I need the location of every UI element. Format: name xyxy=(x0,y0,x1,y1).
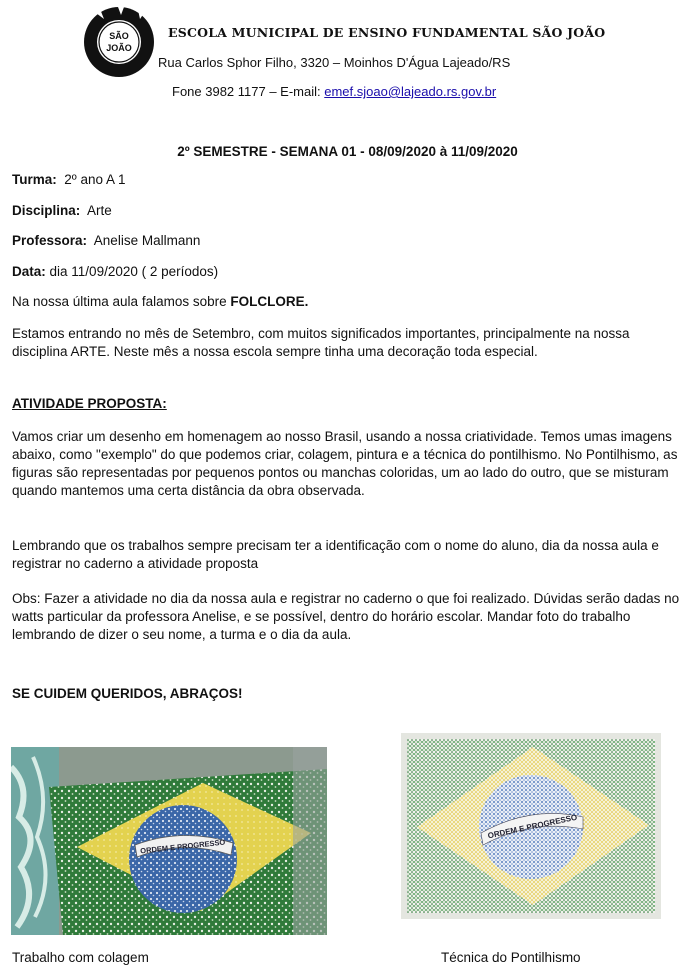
school-logo xyxy=(82,5,156,79)
contact-line xyxy=(172,84,496,99)
activity-paragraph-3: Obs: Fazer a atividade no dia da nossa aula e registrar no caderno o que foi realizado. Dúvidas serão dadas no watts particular da professora Anelise, e se possível, dentro do horário escolar. Mandar foto do trabalho lembrando de dizer o seu nome, a turma e o dia da aula. xyxy=(12,591,680,642)
data-label: Data: xyxy=(12,264,46,279)
collage-banner-text: ORDEM E PROGRESSO xyxy=(139,837,226,856)
school-name: ESCOLA MUNICIPAL DE ENSINO FUNDAMENTAL SÃO JOÃO xyxy=(168,25,606,40)
last-class-prefix: Na nossa última aula falamos sobre xyxy=(12,294,231,309)
activity-heading: ATIVIDADE PROPOSTA: xyxy=(12,396,167,411)
activity-paragraph-2: Lembrando que os trabalhos sempre precisam ter a identificação com o nome do aluno, dia da nossa aula e registrar no caderno a atividade proposta xyxy=(12,538,659,571)
professora-label: Professora: xyxy=(12,233,88,248)
turma-value: 2º ano A 1 xyxy=(64,172,126,187)
data-line xyxy=(12,264,218,279)
pointillism-flag-photo xyxy=(401,733,661,919)
collage-caption: Trabalho com colagem xyxy=(12,950,149,965)
collage-flag-photo xyxy=(11,747,327,935)
turma-line xyxy=(12,172,126,187)
disciplina-line xyxy=(12,203,112,218)
school-address: Rua Carlos Sphor Filho, 3320 – Moinhos D'Água Lajeado/RS xyxy=(158,55,511,70)
email-link[interactable]: emef.sjoao@lajeado.rs.gov.br xyxy=(324,84,497,99)
pointillism-caption: Técnica do Pontilhismo xyxy=(441,950,581,965)
activity-paragraph-1: Vamos criar um desenho em homenagem ao nosso Brasil, usando a nossa criatividade. Temos umas imagens abaixo, como "exemplo" do que podemos criar, colagem, pintura e a técnica do pontilhismo. No Pontilhismo, as figuras são representadas por pequenos pontos ou manchas coloridas, um ao lado do outro, que se misturam quando mantemos uma certa distância da obra observada. xyxy=(12,429,678,498)
disciplina-label: Disciplina: xyxy=(12,203,81,218)
semester-title: 2º SEMESTRE - SEMANA 01 - 08/09/2020 à 11/09/2020 xyxy=(177,144,518,159)
logo-text-bottom: JOÃO xyxy=(106,43,132,53)
professora-line xyxy=(12,233,200,248)
last-class-topic: FOLCLORE. xyxy=(230,294,309,309)
disciplina-value: Arte xyxy=(87,203,112,218)
phone-text: Fone 3982 1177 – E-mail: xyxy=(172,84,325,99)
logo-text-top: SÃO xyxy=(109,31,129,41)
professora-value: Anelise Mallmann xyxy=(93,233,201,248)
closing-message: SE CUIDEM QUERIDOS, ABRAÇOS! xyxy=(12,686,243,701)
data-value: dia 11/09/2020 ( 2 períodos) xyxy=(49,264,219,279)
pointillism-banner-text: ORDEM E PROGRESSO xyxy=(486,812,578,841)
turma-label: Turma: xyxy=(12,172,57,187)
last-class-line xyxy=(12,294,308,309)
intro-paragraph: Estamos entrando no mês de Setembro, com muitos significados importantes, principalmente na nossa disciplina ARTE. Neste mês a nossa escola sempre tinha uma decoração toda especial. xyxy=(12,326,630,359)
